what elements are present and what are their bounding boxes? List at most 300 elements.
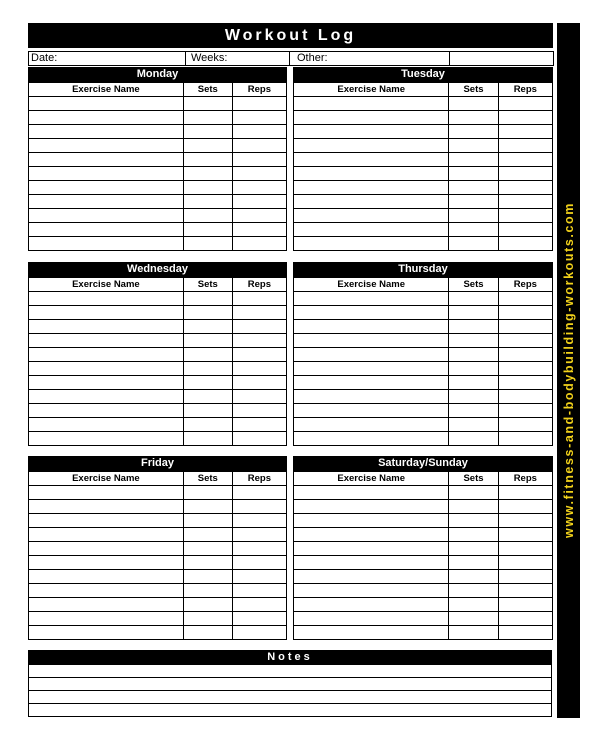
sets-cell[interactable] bbox=[183, 528, 232, 542]
sets-cell[interactable] bbox=[183, 500, 232, 514]
table-row bbox=[294, 376, 553, 390]
table-row bbox=[294, 237, 553, 251]
sets-cell[interactable] bbox=[449, 570, 498, 584]
day-section bbox=[28, 262, 287, 446]
reps-cell[interactable] bbox=[232, 556, 286, 570]
table-row bbox=[294, 139, 553, 153]
exercise-cell[interactable] bbox=[294, 306, 449, 320]
exercise-cell[interactable] bbox=[29, 556, 184, 570]
exercise-cell[interactable] bbox=[294, 125, 449, 139]
sets-header: Sets bbox=[183, 472, 232, 486]
day-section bbox=[293, 67, 553, 251]
reps-cell[interactable] bbox=[498, 404, 552, 418]
sets-cell[interactable] bbox=[183, 97, 232, 111]
sets-cell[interactable] bbox=[183, 432, 232, 446]
exercise-table bbox=[28, 277, 287, 446]
exercise-cell[interactable] bbox=[29, 195, 184, 209]
reps-cell[interactable] bbox=[232, 612, 286, 626]
table-row bbox=[29, 334, 287, 348]
sets-cell[interactable] bbox=[183, 111, 232, 125]
exercise-cell[interactable] bbox=[294, 514, 449, 528]
sets-cell[interactable] bbox=[449, 486, 498, 500]
page-title: Workout Log bbox=[28, 23, 553, 48]
sets-cell[interactable] bbox=[449, 195, 498, 209]
exercise-cell[interactable] bbox=[29, 500, 184, 514]
table-row bbox=[294, 97, 553, 111]
sets-cell[interactable] bbox=[183, 167, 232, 181]
sets-cell[interactable] bbox=[183, 181, 232, 195]
table-row bbox=[29, 556, 287, 570]
sets-header: Sets bbox=[449, 278, 498, 292]
day-header: Friday bbox=[28, 456, 287, 471]
sets-cell[interactable] bbox=[183, 334, 232, 348]
reps-cell[interactable] bbox=[498, 334, 552, 348]
exercise-cell[interactable] bbox=[29, 334, 184, 348]
table-row bbox=[294, 486, 553, 500]
table-row bbox=[294, 626, 553, 640]
reps-cell[interactable] bbox=[232, 542, 286, 556]
table-row bbox=[294, 556, 553, 570]
reps-cell[interactable] bbox=[498, 306, 552, 320]
exercise-cell[interactable] bbox=[29, 97, 184, 111]
sets-cell[interactable] bbox=[183, 612, 232, 626]
reps-cell[interactable] bbox=[498, 432, 552, 446]
table-row bbox=[294, 306, 553, 320]
table-row bbox=[29, 584, 287, 598]
weeks-label: Weeks: bbox=[191, 52, 228, 64]
exercise-cell[interactable] bbox=[294, 237, 449, 251]
reps-cell[interactable] bbox=[498, 167, 552, 181]
sets-cell[interactable] bbox=[183, 542, 232, 556]
exercise-cell[interactable] bbox=[29, 153, 184, 167]
table-row bbox=[29, 500, 287, 514]
exercise-cell[interactable] bbox=[294, 223, 449, 237]
reps-cell[interactable] bbox=[498, 195, 552, 209]
reps-cell[interactable] bbox=[232, 139, 286, 153]
exercise-cell[interactable] bbox=[294, 528, 449, 542]
reps-cell[interactable] bbox=[498, 181, 552, 195]
reps-cell[interactable] bbox=[498, 111, 552, 125]
reps-cell[interactable] bbox=[232, 306, 286, 320]
exercise-cell[interactable] bbox=[294, 97, 449, 111]
exercise-cell[interactable] bbox=[29, 418, 184, 432]
sets-cell[interactable] bbox=[449, 598, 498, 612]
table-row bbox=[29, 348, 287, 362]
reps-cell[interactable] bbox=[498, 514, 552, 528]
notes-line[interactable] bbox=[29, 678, 551, 691]
table-row bbox=[294, 598, 553, 612]
exercise-cell[interactable] bbox=[29, 432, 184, 446]
sets-cell[interactable] bbox=[183, 223, 232, 237]
exercise-cell[interactable] bbox=[29, 584, 184, 598]
table-row bbox=[294, 195, 553, 209]
day-section bbox=[293, 456, 553, 640]
table-row bbox=[294, 362, 553, 376]
day-section bbox=[293, 262, 553, 446]
sets-cell[interactable] bbox=[183, 570, 232, 584]
reps-cell[interactable] bbox=[498, 348, 552, 362]
day-header: Monday bbox=[28, 67, 287, 82]
sets-cell[interactable] bbox=[449, 139, 498, 153]
table-row bbox=[294, 612, 553, 626]
reps-cell[interactable] bbox=[232, 486, 286, 500]
sets-cell[interactable] bbox=[183, 418, 232, 432]
exercise-cell[interactable] bbox=[294, 612, 449, 626]
reps-cell[interactable] bbox=[232, 223, 286, 237]
sets-cell[interactable] bbox=[183, 626, 232, 640]
reps-cell[interactable] bbox=[498, 376, 552, 390]
sets-cell[interactable] bbox=[449, 612, 498, 626]
sets-cell[interactable] bbox=[449, 418, 498, 432]
info-row bbox=[28, 51, 554, 66]
sets-cell[interactable] bbox=[183, 195, 232, 209]
exercise-cell[interactable] bbox=[294, 320, 449, 334]
reps-cell[interactable] bbox=[232, 514, 286, 528]
table-row bbox=[29, 181, 287, 195]
table-row bbox=[294, 223, 553, 237]
sets-cell[interactable] bbox=[449, 362, 498, 376]
reps-cell[interactable] bbox=[498, 209, 552, 223]
reps-cell[interactable] bbox=[232, 362, 286, 376]
sets-cell[interactable] bbox=[183, 320, 232, 334]
reps-cell[interactable] bbox=[232, 348, 286, 362]
reps-cell[interactable] bbox=[232, 125, 286, 139]
table-row bbox=[294, 153, 553, 167]
sets-cell[interactable] bbox=[183, 209, 232, 223]
reps-cell[interactable] bbox=[232, 111, 286, 125]
table-row bbox=[29, 139, 287, 153]
exercise-cell[interactable] bbox=[294, 390, 449, 404]
exercise-cell[interactable] bbox=[29, 376, 184, 390]
sets-cell[interactable] bbox=[183, 584, 232, 598]
sets-cell[interactable] bbox=[449, 209, 498, 223]
day-section bbox=[28, 456, 287, 640]
reps-cell[interactable] bbox=[498, 556, 552, 570]
sets-cell[interactable] bbox=[183, 556, 232, 570]
sets-cell[interactable] bbox=[449, 292, 498, 306]
reps-cell[interactable] bbox=[232, 500, 286, 514]
table-row bbox=[29, 432, 287, 446]
table-row bbox=[29, 528, 287, 542]
table-row bbox=[294, 570, 553, 584]
exercise-cell[interactable] bbox=[29, 223, 184, 237]
reps-cell[interactable] bbox=[498, 612, 552, 626]
table-row bbox=[294, 528, 553, 542]
reps-cell[interactable] bbox=[232, 153, 286, 167]
reps-cell[interactable] bbox=[498, 320, 552, 334]
sets-cell[interactable] bbox=[449, 584, 498, 598]
sets-cell[interactable] bbox=[183, 362, 232, 376]
exercise-cell[interactable] bbox=[294, 153, 449, 167]
sets-cell[interactable] bbox=[183, 348, 232, 362]
reps-cell[interactable] bbox=[498, 153, 552, 167]
exercise-cell[interactable] bbox=[29, 139, 184, 153]
exercise-cell[interactable] bbox=[294, 334, 449, 348]
exercise-cell[interactable] bbox=[29, 542, 184, 556]
exercise-cell[interactable] bbox=[29, 570, 184, 584]
exercise-name-header: Exercise Name bbox=[29, 472, 184, 486]
reps-cell[interactable] bbox=[498, 584, 552, 598]
table-row bbox=[294, 167, 553, 181]
sets-cell[interactable] bbox=[183, 292, 232, 306]
reps-cell[interactable] bbox=[498, 570, 552, 584]
table-row bbox=[294, 209, 553, 223]
table-row bbox=[29, 626, 287, 640]
sets-cell[interactable] bbox=[183, 376, 232, 390]
sets-header: Sets bbox=[449, 83, 498, 97]
table-row bbox=[294, 418, 553, 432]
exercise-cell[interactable] bbox=[294, 139, 449, 153]
exercise-name-header: Exercise Name bbox=[294, 472, 449, 486]
exercise-cell[interactable] bbox=[29, 612, 184, 626]
exercise-cell[interactable] bbox=[29, 486, 184, 500]
exercise-cell[interactable] bbox=[29, 209, 184, 223]
sets-cell[interactable] bbox=[183, 125, 232, 139]
reps-cell[interactable] bbox=[498, 418, 552, 432]
exercise-name-header: Exercise Name bbox=[294, 83, 449, 97]
table-row bbox=[29, 209, 287, 223]
sets-cell[interactable] bbox=[449, 500, 498, 514]
reps-cell[interactable] bbox=[232, 237, 286, 251]
exercise-cell[interactable] bbox=[294, 432, 449, 446]
reps-cell[interactable] bbox=[498, 362, 552, 376]
exercise-cell[interactable] bbox=[29, 528, 184, 542]
reps-cell[interactable] bbox=[498, 237, 552, 251]
table-row bbox=[294, 514, 553, 528]
exercise-table bbox=[293, 82, 553, 251]
exercise-cell[interactable] bbox=[29, 237, 184, 251]
day-header: Tuesday bbox=[293, 67, 553, 82]
reps-cell[interactable] bbox=[498, 542, 552, 556]
reps-cell[interactable] bbox=[232, 626, 286, 640]
other-label: Other: bbox=[297, 52, 328, 64]
reps-cell[interactable] bbox=[232, 390, 286, 404]
sets-cell[interactable] bbox=[449, 167, 498, 181]
exercise-name-header: Exercise Name bbox=[29, 83, 184, 97]
reps-cell[interactable] bbox=[498, 626, 552, 640]
sets-header: Sets bbox=[183, 278, 232, 292]
exercise-cell[interactable] bbox=[294, 542, 449, 556]
table-row bbox=[294, 500, 553, 514]
table-row bbox=[29, 111, 287, 125]
sets-cell[interactable] bbox=[449, 432, 498, 446]
reps-cell[interactable] bbox=[232, 167, 286, 181]
table-row bbox=[29, 223, 287, 237]
reps-cell[interactable] bbox=[232, 209, 286, 223]
exercise-table bbox=[28, 471, 287, 640]
table-row bbox=[29, 514, 287, 528]
table-row bbox=[29, 167, 287, 181]
exercise-cell[interactable] bbox=[294, 362, 449, 376]
site-url: www.fitness-and-bodybuilding-workouts.com bbox=[561, 202, 576, 538]
sets-cell[interactable] bbox=[449, 97, 498, 111]
table-row bbox=[29, 542, 287, 556]
table-row bbox=[294, 584, 553, 598]
table-row bbox=[29, 404, 287, 418]
sets-cell[interactable] bbox=[449, 348, 498, 362]
sets-cell[interactable] bbox=[449, 181, 498, 195]
exercise-cell[interactable] bbox=[29, 167, 184, 181]
reps-cell[interactable] bbox=[232, 598, 286, 612]
notes-line[interactable] bbox=[29, 665, 551, 678]
reps-cell[interactable] bbox=[498, 528, 552, 542]
sets-cell[interactable] bbox=[183, 390, 232, 404]
exercise-cell[interactable] bbox=[294, 626, 449, 640]
exercise-cell[interactable] bbox=[294, 376, 449, 390]
sets-cell[interactable] bbox=[449, 320, 498, 334]
date-label: Date: bbox=[31, 52, 58, 64]
sets-cell[interactable] bbox=[183, 598, 232, 612]
reps-header: Reps bbox=[498, 278, 552, 292]
exercise-cell[interactable] bbox=[294, 584, 449, 598]
reps-cell[interactable] bbox=[232, 376, 286, 390]
reps-cell[interactable] bbox=[498, 97, 552, 111]
table-row bbox=[29, 598, 287, 612]
exercise-cell[interactable] bbox=[29, 362, 184, 376]
reps-cell[interactable] bbox=[232, 528, 286, 542]
reps-cell[interactable] bbox=[232, 404, 286, 418]
day-header: Saturday/Sunday bbox=[293, 456, 553, 471]
reps-cell[interactable] bbox=[498, 223, 552, 237]
exercise-cell[interactable] bbox=[294, 348, 449, 362]
exercise-cell[interactable] bbox=[294, 418, 449, 432]
sets-cell[interactable] bbox=[183, 404, 232, 418]
reps-header: Reps bbox=[232, 278, 286, 292]
sets-cell[interactable] bbox=[183, 237, 232, 251]
exercise-cell[interactable] bbox=[294, 598, 449, 612]
table-row bbox=[294, 348, 553, 362]
notes-area[interactable] bbox=[28, 665, 552, 717]
sets-cell[interactable] bbox=[449, 390, 498, 404]
table-row bbox=[29, 237, 287, 251]
table-row bbox=[29, 486, 287, 500]
sets-cell[interactable] bbox=[449, 376, 498, 390]
notes-line[interactable] bbox=[29, 704, 551, 716]
exercise-cell[interactable] bbox=[29, 292, 184, 306]
sets-cell[interactable] bbox=[183, 514, 232, 528]
sets-cell[interactable] bbox=[449, 334, 498, 348]
table-row bbox=[294, 542, 553, 556]
table-row bbox=[29, 362, 287, 376]
sets-header: Sets bbox=[449, 472, 498, 486]
exercise-cell[interactable] bbox=[29, 404, 184, 418]
table-row bbox=[29, 570, 287, 584]
exercise-cell[interactable] bbox=[294, 292, 449, 306]
exercise-cell[interactable] bbox=[29, 598, 184, 612]
reps-cell[interactable] bbox=[232, 432, 286, 446]
reps-cell[interactable] bbox=[498, 292, 552, 306]
reps-cell[interactable] bbox=[232, 320, 286, 334]
reps-cell[interactable] bbox=[232, 195, 286, 209]
exercise-cell[interactable] bbox=[294, 500, 449, 514]
exercise-cell[interactable] bbox=[294, 556, 449, 570]
exercise-cell[interactable] bbox=[294, 181, 449, 195]
reps-cell[interactable] bbox=[498, 139, 552, 153]
table-row bbox=[294, 404, 553, 418]
sets-header: Sets bbox=[183, 83, 232, 97]
reps-cell[interactable] bbox=[498, 390, 552, 404]
reps-cell[interactable] bbox=[498, 598, 552, 612]
reps-cell[interactable] bbox=[498, 500, 552, 514]
exercise-cell[interactable] bbox=[29, 125, 184, 139]
notes-header: Notes bbox=[28, 650, 552, 665]
table-row bbox=[294, 432, 553, 446]
table-row bbox=[294, 181, 553, 195]
exercise-cell[interactable] bbox=[294, 570, 449, 584]
sets-cell[interactable] bbox=[449, 111, 498, 125]
table-row bbox=[29, 195, 287, 209]
table-row bbox=[29, 390, 287, 404]
sets-cell[interactable] bbox=[449, 306, 498, 320]
table-row bbox=[29, 153, 287, 167]
exercise-cell[interactable] bbox=[294, 209, 449, 223]
day-header: Thursday bbox=[293, 262, 553, 277]
reps-header: Reps bbox=[498, 472, 552, 486]
table-row bbox=[29, 418, 287, 432]
exercise-cell[interactable] bbox=[29, 111, 184, 125]
table-row bbox=[29, 292, 287, 306]
reps-cell[interactable] bbox=[498, 125, 552, 139]
exercise-cell[interactable] bbox=[294, 195, 449, 209]
exercise-table bbox=[28, 82, 287, 251]
exercise-cell[interactable] bbox=[29, 348, 184, 362]
reps-header: Reps bbox=[498, 83, 552, 97]
sets-cell[interactable] bbox=[449, 542, 498, 556]
sets-cell[interactable] bbox=[449, 404, 498, 418]
reps-cell[interactable] bbox=[232, 334, 286, 348]
sets-cell[interactable] bbox=[183, 153, 232, 167]
exercise-cell[interactable] bbox=[29, 306, 184, 320]
sets-cell[interactable] bbox=[183, 139, 232, 153]
table-row bbox=[29, 376, 287, 390]
exercise-cell[interactable] bbox=[294, 486, 449, 500]
sets-cell[interactable] bbox=[449, 514, 498, 528]
sets-cell[interactable] bbox=[183, 306, 232, 320]
table-row bbox=[29, 612, 287, 626]
reps-cell[interactable] bbox=[232, 97, 286, 111]
exercise-cell[interactable] bbox=[294, 167, 449, 181]
reps-cell[interactable] bbox=[232, 292, 286, 306]
reps-cell[interactable] bbox=[498, 486, 552, 500]
table-row bbox=[29, 125, 287, 139]
reps-cell[interactable] bbox=[232, 418, 286, 432]
sets-cell[interactable] bbox=[449, 626, 498, 640]
sets-cell[interactable] bbox=[449, 125, 498, 139]
sets-cell[interactable] bbox=[183, 486, 232, 500]
sets-cell[interactable] bbox=[449, 528, 498, 542]
exercise-cell[interactable] bbox=[294, 404, 449, 418]
reps-cell[interactable] bbox=[232, 570, 286, 584]
day-header: Wednesday bbox=[28, 262, 287, 277]
exercise-cell[interactable] bbox=[29, 390, 184, 404]
sets-cell[interactable] bbox=[449, 237, 498, 251]
table-row bbox=[294, 111, 553, 125]
sets-cell[interactable] bbox=[449, 153, 498, 167]
exercise-cell[interactable] bbox=[29, 320, 184, 334]
table-row bbox=[294, 292, 553, 306]
sets-cell[interactable] bbox=[449, 223, 498, 237]
exercise-cell[interactable] bbox=[29, 626, 184, 640]
reps-cell[interactable] bbox=[232, 181, 286, 195]
exercise-cell[interactable] bbox=[294, 111, 449, 125]
table-row bbox=[294, 334, 553, 348]
table-row bbox=[294, 390, 553, 404]
reps-cell[interactable] bbox=[232, 584, 286, 598]
sets-cell[interactable] bbox=[449, 556, 498, 570]
exercise-cell[interactable] bbox=[29, 181, 184, 195]
exercise-cell[interactable] bbox=[29, 514, 184, 528]
notes-line[interactable] bbox=[29, 691, 551, 704]
